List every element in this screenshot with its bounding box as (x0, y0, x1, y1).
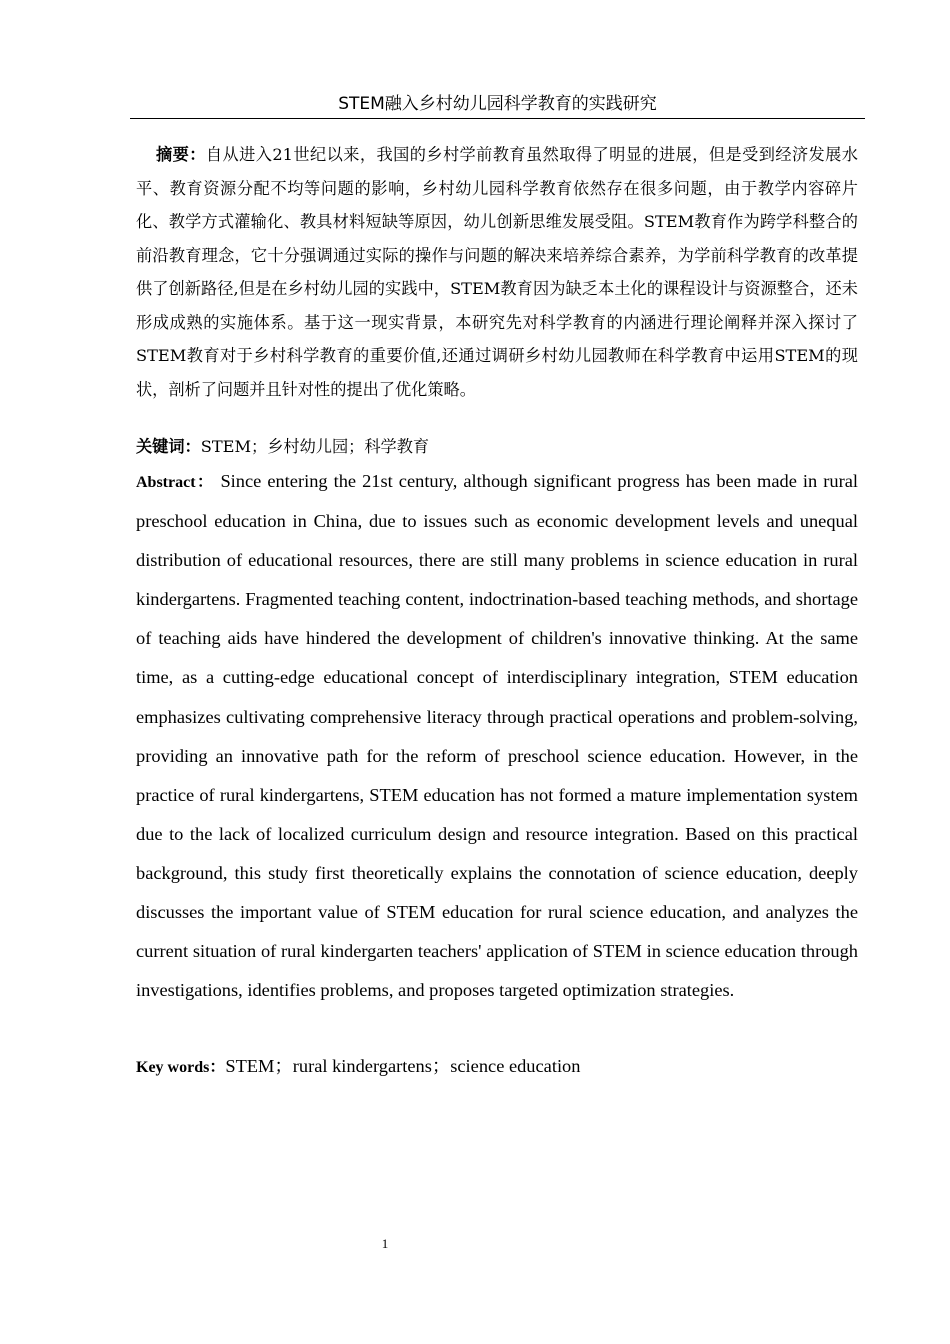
english-keywords-label: Key words： (136, 1059, 226, 1076)
chinese-keywords (136, 432, 858, 462)
chinese-keywords-text: STEM；乡村幼儿园；科学教育 (200, 437, 430, 456)
page-number: 1 (381, 1236, 389, 1251)
chinese-abstract-text: 自从进入21世纪以来，我国的乡村学前教育虽然取得了明显的进展，但是受到经济发展水平、教育资源分配不均等问题的影响，乡村幼儿园科学教育依然存在很多问题，由于教学内容碎片化、教学方式灌输化、教具材料短缺等原因，幼儿创新思维发展受阻。STEM教育作为跨学科整合的前沿教育理念，它十分强调通过实际的操作与问题的解决来培养综合素养，为学前科学教育的改革提供了创新路径,但是在乡村幼儿园的实践中，STEM教育因为缺乏本土化的课程设计与资源整合，还未形成成熟的实施体系。基于这一现实背景，本研究先对科学教育的内涵进行理论阐释并深入探讨了STEM教育对于乡村科学教育的重要价值,还通过调研乡村幼儿园教师在科学教育中运用STEM的现状，剖析了问题并且针对性的提出了优化策略。 (136, 145, 858, 399)
english-abstract-text: Since entering the 21st century, although significant progress has been made in rural preschool education in China, due to issues such as economic development levels and unequal distribution of educational resources, there are still many problems in science education in rural kindergartens. Fragmented teaching content, indoctrination-based teaching methods, and shortage of teaching aids have hindered the development of children's innovative thinking. At the same time, as a cutting-edge educational concept of interdisciplinary integration, STEM education emphasizes cultivating comprehensive literacy through practical operations and problem-solving, providing an innovative path for the reform of preschool science education. However, in the practice of rural kindergartens, STEM education has not formed a mature implementation system due to the lack of localized curriculum design and resource integration. Based on this practical background, this study first theoretically explains the connotation of science education, deeply discusses the important value of STEM education for rural science education, and analyzes the current situation of rural kindergarten teachers' application of STEM in science education through investigations, identifies problems, and proposes targeted optimization strategies. (136, 471, 858, 1001)
english-keywords (136, 1051, 858, 1083)
chinese-abstract-label: 摘要： (156, 145, 206, 164)
running-header-title: STEM融入乡村幼儿园科学教育的实践研究 (338, 94, 657, 114)
english-abstract-label: Abstract： (136, 474, 215, 491)
english-keywords-text: STEM；rural kindergartens；science education (225, 1056, 581, 1076)
english-abstract (136, 462, 858, 1010)
chinese-keywords-label: 关键词： (136, 437, 201, 456)
header-divider (130, 118, 865, 119)
chinese-abstract (136, 138, 858, 406)
